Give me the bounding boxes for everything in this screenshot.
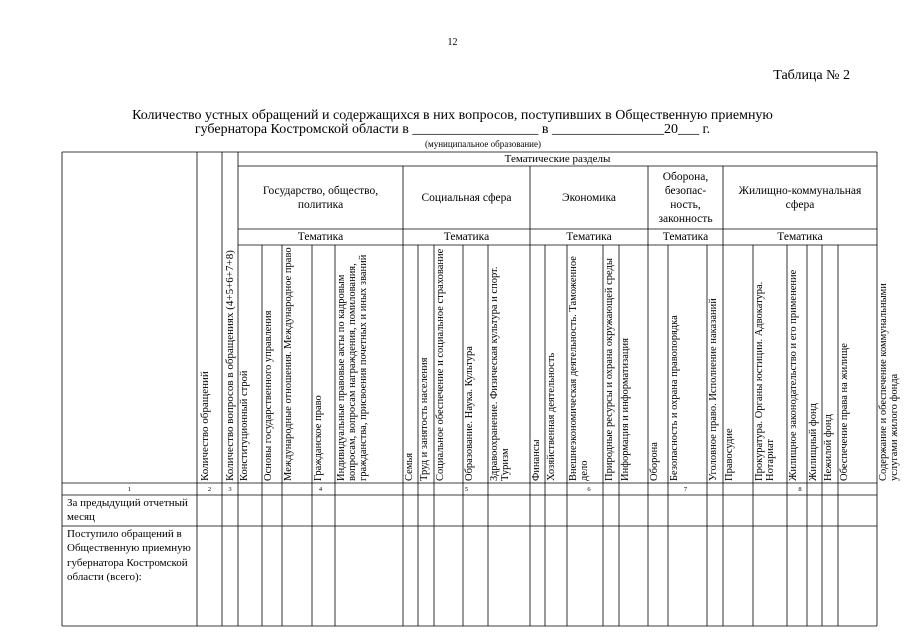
column-number: 8 <box>798 486 802 493</box>
page-number: 12 <box>447 37 458 48</box>
topic-header: Основы государственного управления <box>263 310 274 481</box>
section-title: Экономика <box>562 191 616 204</box>
topic-header: Содержание и обеспечение коммунальными услугами жилого фонда <box>878 283 900 481</box>
count-requests-header: Количество обращений <box>199 371 211 481</box>
topic-header: Хозяйственная деятельность <box>546 352 557 481</box>
column-number: 7 <box>683 486 688 493</box>
tematika-label: Тематика <box>662 230 709 243</box>
section-title: Государство, общество, политика <box>262 184 379 211</box>
topic-header: Образование. Наука. Культура <box>464 346 475 481</box>
table-title-line-2: губернатора Костромской области в __________________ в ________________20___ г. <box>194 122 711 137</box>
section-title: Оборона, безопас-ность, законность <box>658 170 713 225</box>
topic-header: Конституционный строй <box>239 370 250 481</box>
column-number: 4 <box>318 486 323 493</box>
tematika-label: Тематика <box>566 230 612 243</box>
topic-header: Труд и занятость населения <box>419 357 430 481</box>
topic-header: Обеспечение права на жилище <box>839 343 850 481</box>
row-label-previous-month: За предыдущий отчетный месяц <box>67 497 188 524</box>
table-title-line-1: Количество устных обращений и содержащихся в них вопросов, поступивших в Общественную приемную <box>132 108 773 123</box>
topic-header: Жилищное законодательство и его применение <box>788 269 799 481</box>
topic-header: Финансы <box>531 439 542 481</box>
topic-header: Жилищный фонд <box>808 403 819 481</box>
topic-header: Семья <box>404 452 415 481</box>
section-title: Социальная сфера <box>421 191 512 204</box>
topic-header: Гражданское право <box>313 395 324 481</box>
topic-header: Индивидуальные правовые акты по кадровым вопросам, вопросам награждения, помилования, гражданства, присвоения почетных и иных званий <box>336 254 369 481</box>
topic-header: Здравоохранение. Физическая культура и спорт. Туризм <box>489 266 511 481</box>
topic-header: Природные ресурсы и охрана окружающей среды <box>604 258 615 481</box>
count-questions-header: Количество вопросов в обращениях (4+5+6+7+8) <box>224 250 236 481</box>
topic-header: Международные отношения. Международное право <box>283 247 294 481</box>
table-label: Таблица № 2 <box>773 68 850 83</box>
topic-header: Оборона <box>649 442 660 481</box>
column-number: 2 <box>207 486 212 493</box>
municipality-note: (муниципальное образование) <box>425 139 541 149</box>
thematic-sections-header: Тематические разделы <box>504 152 611 165</box>
topic-header: Безопасность и охрана правопорядка <box>669 315 680 481</box>
topic-header: Правосудие <box>724 428 735 481</box>
topic-header: Уголовное право. Исполнение наказаний <box>708 298 719 481</box>
column-number: 5 <box>464 486 469 493</box>
section-title: Жилищно-коммунальная сфера <box>738 184 862 211</box>
topic-header: Прокуратура. Органы юстиции. Адвокатура. Нотариат <box>754 281 776 481</box>
topic-header: Информация и информатизация <box>620 338 631 481</box>
row-label-received-total: Поступило обращений в Общественную приемную губернатора Костромской области (всего): <box>67 528 191 583</box>
topic-header: Социальное обеспечение и социальное страхование <box>435 248 446 481</box>
topic-header: Нежилой фонд <box>823 414 834 481</box>
column-number: 1 <box>127 486 132 493</box>
topic-header: Внешнеэкономическая деятельность. Таможенное дело <box>568 256 590 481</box>
tematika-label: Тематика <box>443 230 490 243</box>
tematika-label: Тематика <box>297 230 344 243</box>
column-number: 3 <box>228 486 232 493</box>
column-number: 6 <box>587 486 591 493</box>
tematika-label: Тематика <box>777 230 823 243</box>
